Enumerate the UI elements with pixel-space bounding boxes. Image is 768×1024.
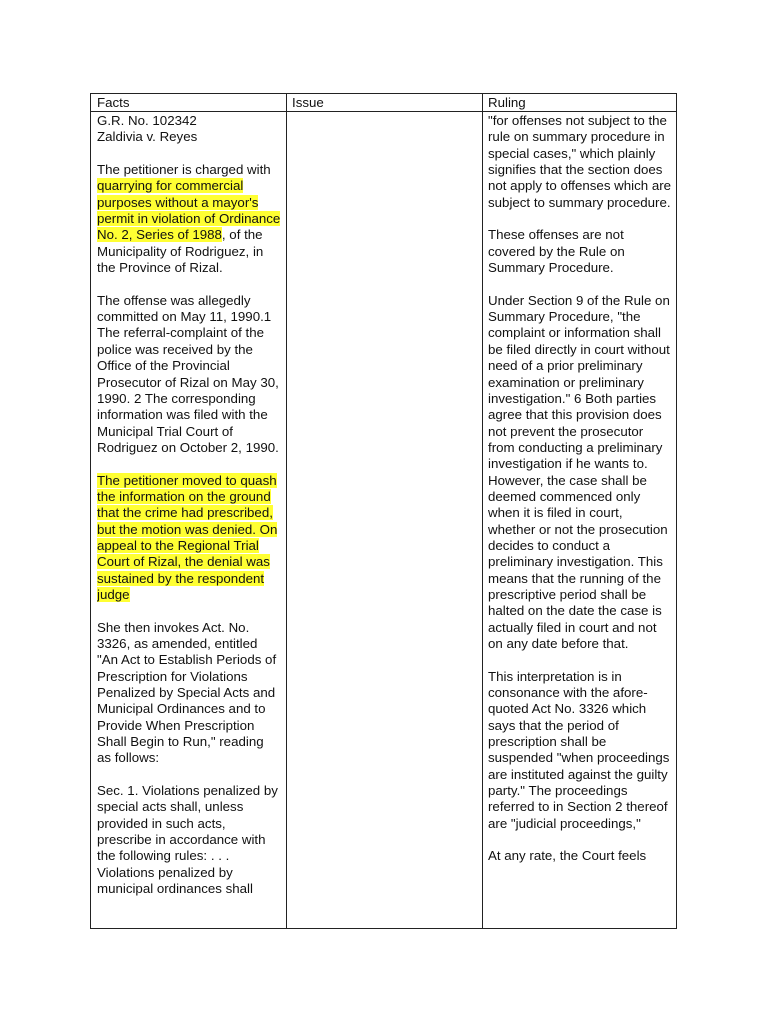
facts-paragraph bbox=[97, 162, 281, 276]
ruling-paragraph: At any rate, the Court feels bbox=[488, 848, 647, 864]
ruling-paragraph: "for offenses not subject to the rule on summary procedure in special cases," which plainly signifies that the section does not apply to offenses which are subject to summary procedure. bbox=[488, 113, 672, 210]
facts-paragraph: She then invokes Act. No. 3326, as amended, entitled "An Act to Establish Periods of Prescription for Violations Penalized by Special Acts and Municipal Ordinances and to Provide When Prescription Shall Begin to Run," reading as follows: bbox=[97, 619, 277, 766]
ruling-cell bbox=[488, 113, 672, 928]
ruling-paragraph: These offenses are not covered by the Rule on Summary Procedure. bbox=[488, 227, 625, 276]
facts-paragraph: The offense was allegedly committed on May 11, 1990.1 The referral-complaint of the police was received by the Office of the Provincial Prosecutor of Rizal on May 30, 1990. 2 The corresponding information was filed with the Municipal Trial Court of Rodriguez on October 2, 1990. bbox=[97, 292, 279, 455]
header-divider bbox=[91, 111, 676, 112]
facts-paragraph: Sec. 1. Violations penalized by special acts shall, unless provided in such acts, prescribe in accordance with the following rules: . . . Violations penalized by municipal ordinances shall bbox=[97, 783, 278, 897]
column-divider bbox=[482, 94, 483, 928]
column-divider bbox=[286, 94, 287, 928]
ruling-header: Ruling bbox=[488, 95, 526, 110]
issue-header: Issue bbox=[292, 95, 324, 110]
ruling-paragraph: This interpretation is in consonance with the afore-quoted Act No. 3326 which says that the period of prescription shall be suspended "when proceedings are instituted against the guilty party." The proceedings referred to in Section 2 thereof are "judicial proceedings," bbox=[488, 668, 670, 831]
highlighted-text: quarrying for commercial purposes without a mayor's permit in violation of Ordinance No. 2, Series of 1988 bbox=[97, 178, 281, 243]
case-digest-table bbox=[90, 93, 677, 929]
facts-text: , of the Municipality of Rodriguez, in the Province of Rizal. bbox=[97, 227, 264, 276]
issue-cell bbox=[292, 113, 476, 928]
facts-paragraph bbox=[97, 473, 281, 604]
case-number: G.R. No. 102342 bbox=[97, 113, 197, 128]
facts-cell bbox=[97, 113, 281, 928]
highlighted-text: The petitioner moved to quash the information on the ground that the crime had prescribed, but the motion was denied. On appeal to the Regional Trial Court of Rizal, the denial was sustained by the respondent judge bbox=[97, 472, 278, 602]
case-title: Zaldivia v. Reyes bbox=[97, 129, 198, 145]
facts-text: The petitioner is charged with bbox=[97, 162, 271, 178]
ruling-paragraph: Under Section 9 of the Rule on Summary Procedure, "the complaint or information shall be filed directly in court without need of a prior preliminary examination or preliminary investigation." 6 Both parties agree that this provision does not prevent the prosecutor from conducting a preliminary investigation if he wants to. However, the case shall be deemed commenced only when it is filed in court, whether or not the prosecution decides to conduct a preliminary investigation. This means that the running of the prescriptive period shall be halted on the date the case is actually filed in court and not on any date before that. bbox=[488, 292, 670, 651]
facts-header: Facts bbox=[97, 95, 130, 110]
